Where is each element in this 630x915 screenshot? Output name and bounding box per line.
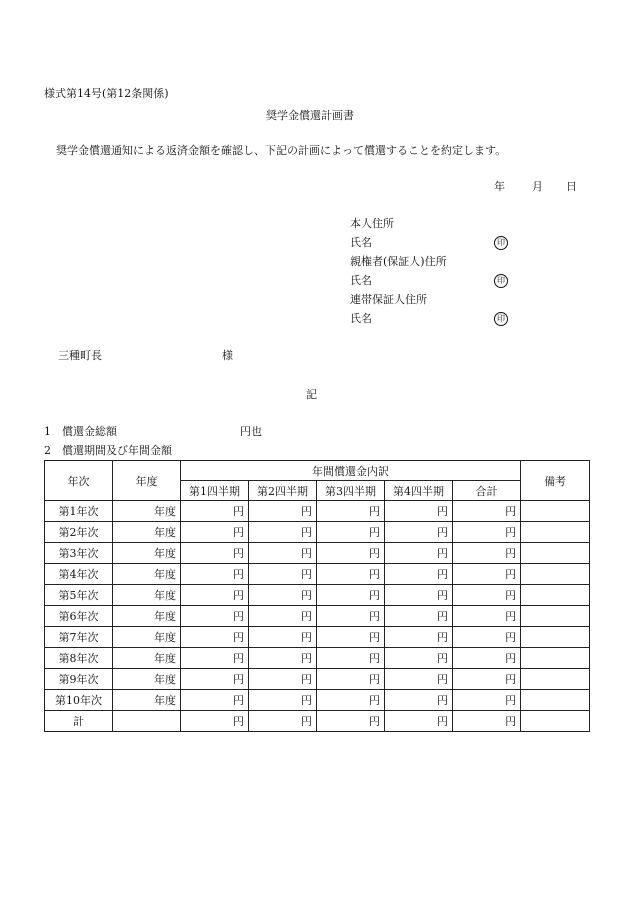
party-label: 氏名 (350, 236, 372, 249)
seal-mark: 印 (494, 236, 508, 250)
head-total: 合計 (453, 481, 521, 501)
date-day: 日 (566, 180, 577, 193)
party-label: 親権者(保証人)住所 (350, 255, 447, 268)
table-row (45, 627, 590, 648)
row-fiscal-year: 年度 (113, 522, 181, 543)
head-breakdown: 年間償還金内訳 (181, 461, 521, 481)
table-row (45, 606, 590, 627)
row-amount: 円 (453, 606, 521, 627)
row-amount: 円 (181, 711, 249, 732)
row-amount: 円 (317, 648, 385, 669)
head-quarter: 第3四半期 (317, 481, 385, 501)
row-fiscal-year: 年度 (113, 585, 181, 606)
row-remarks (521, 648, 590, 669)
table-row (45, 522, 590, 543)
row-amount: 円 (317, 606, 385, 627)
party-label: 氏名 (350, 312, 372, 325)
table-row (45, 585, 590, 606)
head-quarter: 第1四半期 (181, 481, 249, 501)
row-amount: 円 (181, 543, 249, 564)
head-year-order: 年次 (45, 461, 113, 501)
section1-label: 1 償還金総額 (44, 425, 117, 438)
row-amount: 円 (249, 522, 317, 543)
party-label: 氏名 (350, 274, 372, 287)
head-fiscal-year: 年度 (113, 461, 181, 501)
row-amount: 円 (453, 627, 521, 648)
row-amount: 円 (317, 585, 385, 606)
row-amount: 円 (453, 543, 521, 564)
date-year: 年 (494, 180, 505, 193)
section2-label: 2 償還期間及び年間金額 (44, 444, 172, 457)
row-amount: 円 (181, 501, 249, 522)
row-fiscal-year: 年度 (113, 564, 181, 585)
table-row (45, 711, 590, 732)
row-amount: 円 (385, 564, 453, 585)
row-amount: 円 (453, 564, 521, 585)
row-remarks (521, 543, 590, 564)
row-amount: 円 (385, 501, 453, 522)
row-remarks (521, 627, 590, 648)
row-amount: 円 (249, 648, 317, 669)
row-amount: 円 (181, 648, 249, 669)
row-amount: 円 (453, 501, 521, 522)
seal-mark: 印 (494, 312, 508, 326)
row-amount: 円 (385, 522, 453, 543)
table-row (45, 564, 590, 585)
row-remarks (521, 711, 590, 732)
row-amount: 円 (181, 606, 249, 627)
row-year-label: 第3年次 (45, 543, 113, 564)
row-amount: 円 (317, 522, 385, 543)
head-quarter: 第2四半期 (249, 481, 317, 501)
form-label: 様式第14号(第12条関係) (44, 87, 169, 100)
row-amount: 円 (181, 669, 249, 690)
row-amount: 円 (453, 669, 521, 690)
seal-mark: 印 (494, 274, 508, 288)
row-amount: 円 (181, 690, 249, 711)
row-amount: 円 (317, 669, 385, 690)
row-year-label: 第7年次 (45, 627, 113, 648)
row-year-label: 第8年次 (45, 648, 113, 669)
row-amount: 円 (249, 690, 317, 711)
row-amount: 円 (385, 627, 453, 648)
row-fiscal-year: 年度 (113, 501, 181, 522)
row-amount: 円 (453, 711, 521, 732)
row-remarks (521, 669, 590, 690)
row-amount: 円 (385, 711, 453, 732)
row-amount: 円 (453, 522, 521, 543)
row-remarks (521, 606, 590, 627)
row-remarks (521, 690, 590, 711)
row-amount: 円 (385, 690, 453, 711)
document-title: 奨学金償還計画書 (266, 109, 354, 122)
party-label: 本人住所 (350, 217, 394, 230)
row-amount: 円 (249, 564, 317, 585)
row-fiscal-year: 年度 (113, 543, 181, 564)
row-amount: 円 (249, 669, 317, 690)
row-fiscal-year: 年度 (113, 606, 181, 627)
row-fiscal-year: 年度 (113, 627, 181, 648)
head-remarks: 備考 (521, 461, 590, 501)
row-remarks (521, 501, 590, 522)
row-amount: 円 (385, 669, 453, 690)
row-amount: 円 (317, 564, 385, 585)
row-year-label: 第6年次 (45, 606, 113, 627)
row-amount: 円 (385, 585, 453, 606)
section1-unit: 円也 (240, 425, 262, 438)
row-amount: 円 (317, 501, 385, 522)
row-year-label: 第1年次 (45, 501, 113, 522)
row-remarks (521, 585, 590, 606)
row-year-label: 第4年次 (45, 564, 113, 585)
party-label: 連帯保証人住所 (350, 293, 427, 306)
row-year-label: 計 (45, 711, 113, 732)
table-row (45, 501, 590, 522)
row-amount: 円 (181, 585, 249, 606)
table-row (45, 543, 590, 564)
row-amount: 円 (453, 585, 521, 606)
head-quarter: 第4四半期 (385, 481, 453, 501)
row-amount: 円 (181, 564, 249, 585)
row-amount: 円 (249, 627, 317, 648)
row-amount: 円 (249, 501, 317, 522)
row-remarks (521, 564, 590, 585)
repayment-table (44, 460, 590, 732)
row-amount: 円 (317, 690, 385, 711)
row-fiscal-year: 年度 (113, 648, 181, 669)
row-fiscal-year (113, 711, 181, 732)
row-year-label: 第5年次 (45, 585, 113, 606)
row-fiscal-year: 年度 (113, 690, 181, 711)
date-month: 月 (532, 180, 543, 193)
intro-text: 奨学金償還通知による返済金額を確認し、下記の計画によって償還することを約定します。 (56, 144, 507, 157)
row-fiscal-year: 年度 (113, 669, 181, 690)
row-year-label: 第2年次 (45, 522, 113, 543)
row-amount: 円 (249, 585, 317, 606)
row-amount: 円 (385, 648, 453, 669)
addressee-title: 三種町長 (58, 349, 102, 362)
row-amount: 円 (249, 606, 317, 627)
row-amount: 円 (317, 627, 385, 648)
row-amount: 円 (249, 543, 317, 564)
row-amount: 円 (181, 627, 249, 648)
table-row (45, 690, 590, 711)
table-row (45, 648, 590, 669)
row-amount: 円 (317, 543, 385, 564)
row-amount: 円 (317, 711, 385, 732)
addressee-honorific: 様 (222, 349, 233, 362)
row-remarks (521, 522, 590, 543)
ki-marker: 記 (306, 388, 317, 401)
row-amount: 円 (385, 543, 453, 564)
row-year-label: 第10年次 (45, 690, 113, 711)
row-amount: 円 (181, 522, 249, 543)
row-amount: 円 (385, 606, 453, 627)
row-year-label: 第9年次 (45, 669, 113, 690)
row-amount: 円 (249, 711, 317, 732)
row-amount: 円 (453, 690, 521, 711)
table-row (45, 669, 590, 690)
row-amount: 円 (453, 648, 521, 669)
